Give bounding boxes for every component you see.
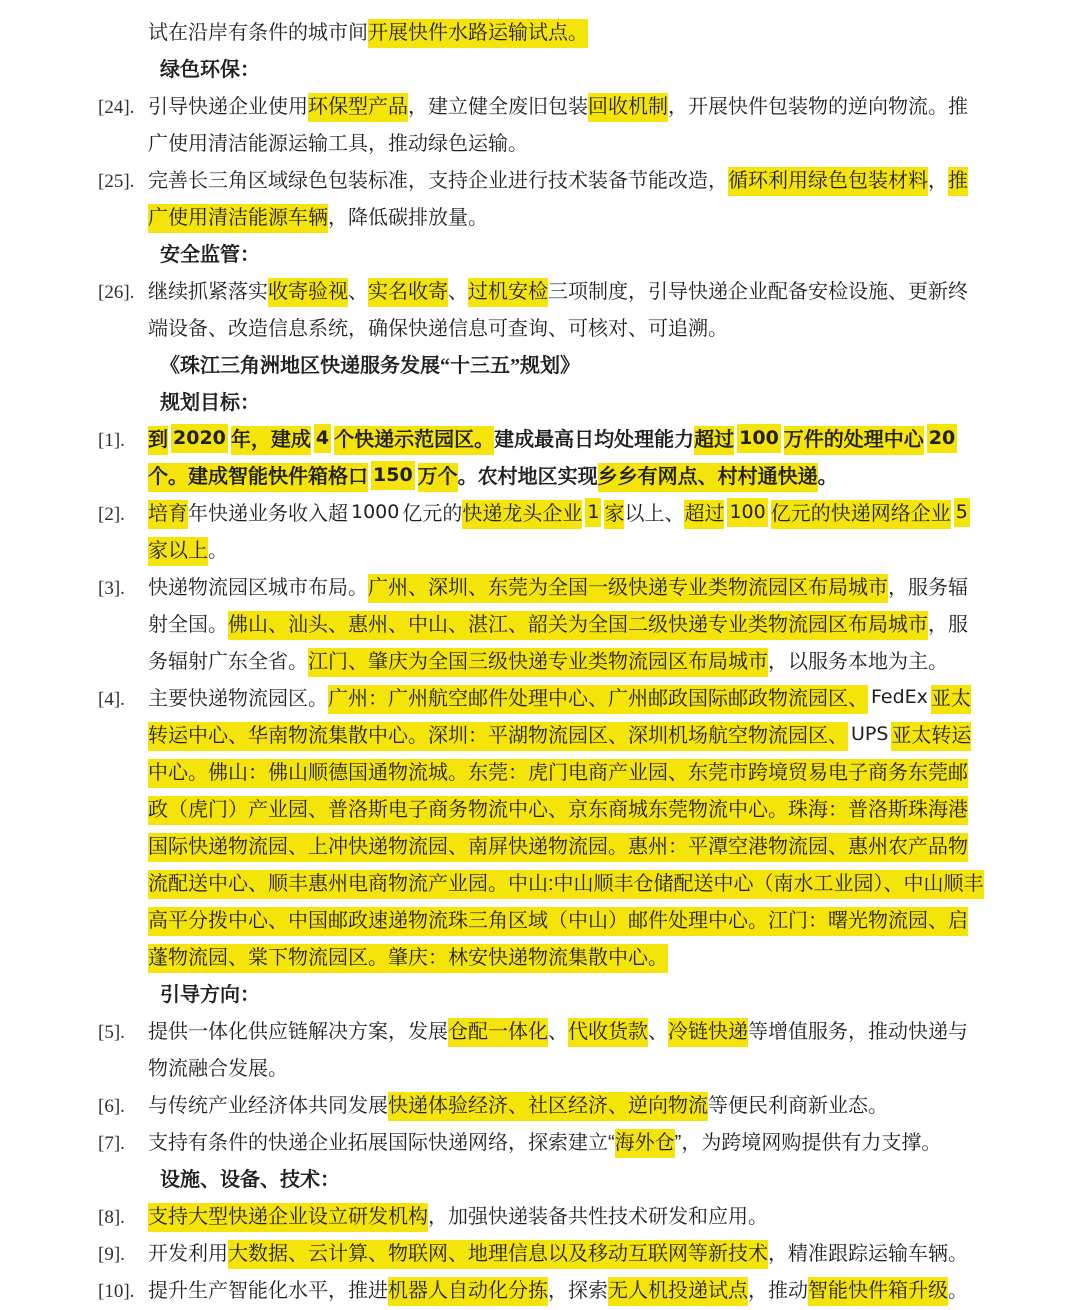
text-segment: 以上、 — [624, 503, 685, 525]
highlighted-text: 江门、肇庆为全国三级快递专业类物流园区布局城市 — [308, 648, 768, 677]
text-segment: 与传统产业经济体共同发展 — [148, 1095, 388, 1117]
highlighted-text: 150 — [371, 461, 415, 490]
text-segment: ”，为跨境网购提供有力支撑。 — [674, 1132, 942, 1154]
highlighted-text: 1 — [585, 498, 601, 527]
list-item — [98, 422, 987, 496]
highlighted-text: 4 — [314, 424, 331, 453]
section-heading-facilities: 设施、设备、技术： — [160, 1169, 340, 1191]
text-segment: 1000 — [351, 501, 400, 523]
list-item — [98, 1125, 987, 1162]
item-number: [9]. — [98, 1244, 125, 1265]
section-heading-goals: 规划目标： — [160, 392, 260, 414]
section-heading-safety: 安全监管： — [160, 244, 260, 266]
highlighted-text: 快递体验经济、社区经济、逆向物流 — [388, 1092, 708, 1121]
text-segment: 主要快递物流园区。 — [148, 688, 328, 710]
item-number: [7]. — [98, 1133, 125, 1154]
highlighted-text: 超过 — [694, 426, 734, 455]
item-number: [1]. — [98, 430, 125, 451]
highlighted-text: 大数据、云计算、物联网、地理信息以及移动互联网等新技术 — [228, 1240, 768, 1269]
text-segment: 年快递业务收入超 — [188, 503, 348, 525]
highlighted-text: 万件的处理中心 — [784, 426, 924, 455]
text-segment: 开发利用 — [148, 1243, 228, 1265]
item-number: [24]. — [98, 97, 135, 118]
highlighted-text: 快递龙头企业 — [462, 500, 582, 529]
highlighted-text: 超过 — [684, 500, 724, 529]
list-item — [98, 1236, 987, 1273]
highlighted-text: 机器人自动化分拣 — [388, 1277, 548, 1306]
highlighted-text: 亚太转运中心。佛山：佛山顺德国通物流城。东莞：虎门电商产业园、东莞市跨境贸易电子商务东莞邮政（虎门）产业园、普洛斯电子商务物流中心、京东商城东莞物流中心。珠海：普洛斯珠海港国际快递物流园、上冲快递物流园、南屏快递物流园。惠州：平潭空港物流园、惠州农产品物流配送中心、顺丰惠州电商物流产业园。中山:中山顺丰仓储配送中心（南水工业园）、中山顺丰高平分拨中心、中国邮政速递物流珠三角区域（中山）邮件处理中心。江门：曙光物流园、启蓬物流园、棠下物流园区。肇庆：林安快递物流集散中心。 — [148, 722, 984, 973]
text-segment: ， — [928, 170, 948, 192]
highlighted-text: 100 — [727, 498, 767, 527]
item-number: [3]. — [98, 578, 125, 599]
text-segment: ，推动 — [748, 1280, 808, 1302]
item-number: [4]. — [98, 689, 125, 710]
text-segment: 、 — [548, 1021, 568, 1043]
list-item — [98, 570, 987, 681]
highlighted-text: 过机安检 — [468, 278, 548, 307]
highlighted-text: 海外仓 — [615, 1129, 675, 1158]
text-segment: ，服务辐射广东全省。 — [148, 614, 968, 673]
item-number: [26]. — [98, 282, 135, 303]
highlighted-text: 佛山、汕头、惠州、中山、湛江、韶关为全国二级快递专业类物流园区布局城市 — [228, 611, 928, 640]
document-content — [98, 15, 987, 1310]
text-segment: 完善长三角区域绿色包装标准，支持企业进行技术装备节能改造， — [148, 170, 728, 192]
highlighted-text: 亿元的快递网络企业 — [771, 500, 951, 529]
highlighted-text: 智能快件箱升级 — [808, 1277, 948, 1306]
text-segment: 等增值服务，推动快递与物流融合发展。 — [148, 1021, 968, 1080]
list-item — [98, 163, 987, 237]
highlighted-text: 开展快件水路运输试点。 — [368, 19, 588, 48]
text-segment: 快递物流园区城市布局。 — [148, 577, 368, 599]
highlighted-text: 支持大型快递企业设立研发机构 — [148, 1203, 428, 1232]
highlighted-text: 到 — [148, 426, 168, 455]
text-segment: ，开展快件包装物的逆向物流。推广使用清洁能源运输工具，推动绿色运输。 — [148, 96, 968, 155]
text-segment: 提升生产智能化水平，推进 — [148, 1280, 388, 1302]
highlighted-text: 个。 — [148, 463, 188, 492]
item-number: [5]. — [98, 1022, 125, 1043]
text-segment: 建成最高日均处理能力 — [494, 429, 695, 451]
highlighted-text: 无人机投递试点 — [608, 1277, 748, 1306]
highlighted-text: 5 — [954, 498, 970, 527]
highlighted-text: 建成智能快件箱格口 — [188, 463, 368, 492]
continuation-paragraph — [98, 15, 987, 52]
highlighted-text: 广州：广州航空邮件处理中心、广州邮政国际邮政物流园区、 — [328, 685, 868, 714]
section-heading-guidance: 引导方向： — [160, 984, 260, 1006]
item-number: [2]. — [98, 504, 125, 525]
highlighted-text: 代收货款 — [568, 1018, 648, 1047]
list-item — [98, 1014, 987, 1088]
highlighted-text: 年，建成 — [231, 426, 311, 455]
text-segment: ，探索 — [548, 1280, 608, 1302]
text-segment: 等便民利商新业态。 — [708, 1095, 888, 1117]
text-segment: ，建立健全废旧包装 — [408, 96, 588, 118]
highlighted-text: 100 — [737, 424, 781, 453]
highlighted-text: 培育 — [148, 500, 188, 529]
text-segment: 三项制度，引导快递企业配备安检设施、更新终端设备、改造信息系统，确保快递信息可查询、可核对、可追溯。 — [148, 281, 968, 340]
item-number: [8]. — [98, 1207, 125, 1228]
section-heading-green: 绿色环保： — [160, 59, 260, 81]
highlighted-text: 亚太转运中心、华南物流集散中心。深圳：平湖物流园区、深圳机场航空物流园区、 — [148, 685, 971, 751]
highlighted-text: 实名收寄 — [368, 278, 448, 307]
text-segment: 。农村地区实现 — [457, 466, 598, 488]
text-segment: 支持有条件的快递企业拓展国际快递网络，探索建立“ — [148, 1132, 615, 1154]
highlighted-text: 2020 — [171, 424, 228, 453]
text-segment: ，以服务本地为主。 — [768, 651, 948, 673]
highlighted-text: 20 — [927, 424, 957, 453]
text-segment: 、 — [448, 281, 468, 303]
text-segment: 继续抓紧落实 — [148, 281, 268, 303]
text-segment: 。 — [948, 1280, 968, 1302]
highlighted-text: 循环利用绿色包装材料 — [728, 167, 928, 196]
highlighted-text: 回收机制 — [588, 93, 668, 122]
highlighted-text: 万个 — [418, 463, 458, 492]
highlighted-text: 个快递示范园区。 — [334, 426, 494, 455]
item-number: [10]. — [98, 1281, 135, 1302]
highlighted-text: 乡乡有网点、村村通快递 — [598, 463, 818, 492]
text-segment: 、 — [348, 281, 368, 303]
highlighted-text: 广州、深圳、东莞为全国一级快递专业类物流园区布局城市 — [368, 574, 888, 603]
text-segment: 、 — [648, 1021, 668, 1043]
text-segment: 。 — [208, 540, 228, 562]
item-number: [25]. — [98, 171, 135, 192]
text-segment: ，加强快递装备共性技术研发和应用。 — [428, 1206, 768, 1228]
list-item — [98, 274, 987, 348]
highlighted-text: 环保型产品 — [308, 93, 408, 122]
highlighted-text: 仓配一体化 — [448, 1018, 548, 1047]
text-segment: UPS — [851, 723, 889, 745]
highlighted-text: 家 — [604, 500, 624, 529]
item-number: [6]. — [98, 1096, 125, 1117]
text-segment: FedEx — [871, 686, 928, 708]
text-segment: 亿元的 — [402, 503, 463, 525]
text-segment: ，精准跟踪运输车辆。 — [768, 1243, 968, 1265]
list-item — [98, 89, 987, 163]
list-item — [98, 496, 987, 570]
list-item — [98, 1199, 987, 1236]
text-segment: ，降低碳排放量。 — [328, 207, 488, 229]
highlighted-text: 冷链快递 — [668, 1018, 748, 1047]
highlighted-text: 推广使用清洁能源车辆 — [148, 167, 968, 233]
text-segment: 试在沿岸有条件的城市间 — [148, 22, 368, 44]
list-item — [98, 1088, 987, 1125]
text-segment: 引导快递企业使用 — [148, 96, 308, 118]
text-segment: 。 — [817, 466, 838, 488]
text-segment: 提供一体化供应链解决方案，发展 — [148, 1021, 448, 1043]
list-item — [98, 681, 987, 977]
text-segment: ，服务辐射全国。 — [148, 577, 968, 636]
highlighted-text: 家以上 — [148, 537, 208, 566]
document-title: 《珠江三角洲地区快递服务发展“十三五”规划》 — [160, 355, 580, 377]
highlighted-text: 收寄验视 — [268, 278, 348, 307]
list-item — [98, 1273, 987, 1310]
